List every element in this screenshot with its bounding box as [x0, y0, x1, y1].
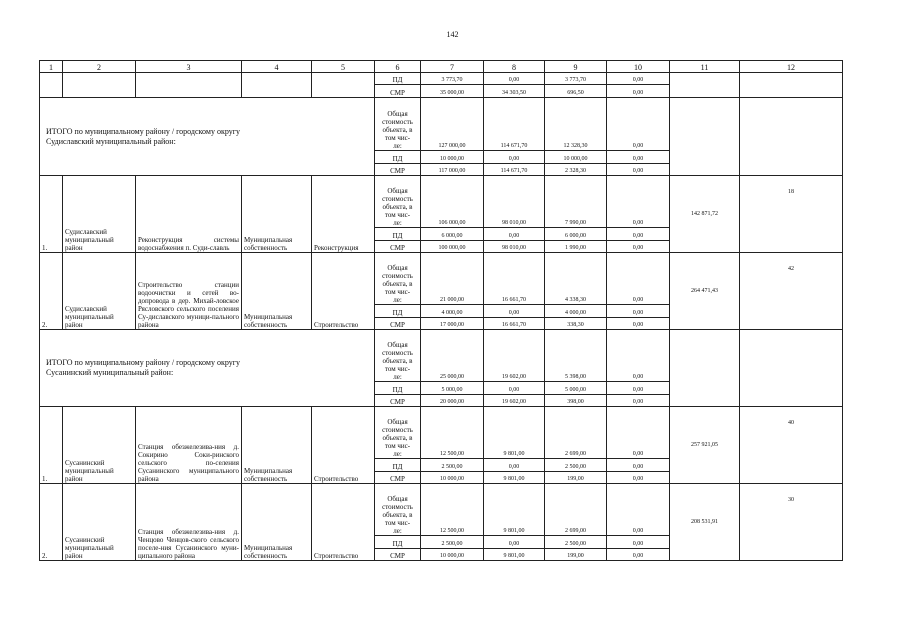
value-cell: 7 990,00: [545, 176, 607, 228]
value-cell: 98 010,00: [484, 176, 545, 228]
value-cell: 4 338,30: [545, 253, 607, 305]
total-row: [40, 98, 843, 151]
value-cell: 12 500,00: [421, 484, 484, 536]
capacity-value: 40: [740, 407, 843, 484]
column-header: 4: [242, 61, 312, 73]
column-header: 7: [421, 61, 484, 73]
capacity-value: 42: [740, 253, 843, 330]
item-number: 1.: [40, 407, 63, 484]
value-cell: 10 000,00: [421, 549, 484, 561]
value-cell: 21 000,00: [421, 253, 484, 305]
value-cell: 0,00: [607, 305, 670, 318]
value-cell: 0,00: [484, 151, 545, 164]
value-cell: 2 500,00: [545, 459, 607, 472]
value-cell: 2 500,00: [421, 536, 484, 549]
value-cell: 9 801,00: [484, 484, 545, 536]
value-cell: 16 661,70: [484, 318, 545, 330]
row-label: СМР: [375, 549, 421, 561]
value-cell: 0,00: [607, 176, 670, 228]
value-cell: 0,00: [484, 73, 545, 85]
column-header: 3: [136, 61, 242, 73]
row-label: СМР: [375, 318, 421, 330]
value-cell: 34 303,50: [484, 85, 545, 98]
row-label: ПД: [375, 382, 421, 395]
value-cell: 3 773,70: [421, 73, 484, 85]
value-cell: 19 602,00: [484, 395, 545, 407]
value-cell: 0,00: [607, 98, 670, 151]
row-label: Общая стоимость объекта, в том чис- ле:: [375, 407, 421, 459]
value-cell: 2 500,00: [545, 536, 607, 549]
value-cell: 0,00: [484, 382, 545, 395]
object-name: Строительство станции водоочистки и сетей во-допровода в дер. Михай-ловское Рясловского сельского поселения Су-диславского муници-пального района: [136, 253, 242, 330]
value-cell: 2 699,00: [545, 407, 607, 459]
row-label: Общая стоимость объекта, в том чис- ле:: [375, 330, 421, 382]
capacity-cost: 142 871,72: [670, 176, 740, 253]
row-label: Общая стоимость объекта, в том чис- ле:: [375, 484, 421, 536]
value-cell: 10 000,00: [421, 151, 484, 164]
investment-table: [39, 60, 843, 561]
value-cell: 0,00: [607, 549, 670, 561]
value-cell: 1 990,00: [545, 241, 607, 253]
value-cell: 338,30: [545, 318, 607, 330]
capacity-value: 18: [740, 176, 843, 253]
value-cell: 0,00: [484, 459, 545, 472]
value-cell: 0,00: [607, 228, 670, 241]
value-cell: 0,00: [607, 459, 670, 472]
value-cell: 0,00: [607, 536, 670, 549]
column-header: 8: [484, 61, 545, 73]
row-label: ПД: [375, 73, 421, 85]
capacity-value: 30: [740, 484, 843, 561]
value-cell: 0,00: [607, 164, 670, 176]
row-label: СМР: [375, 472, 421, 484]
item-number: 2.: [40, 484, 63, 561]
object-row: [40, 176, 843, 228]
row-label: Общая стоимость объекта, в том чис- ле:: [375, 253, 421, 305]
value-cell: 3 773,70: [545, 73, 607, 85]
column-header: 6: [375, 61, 421, 73]
capacity-cost: 208 531,91: [670, 484, 740, 561]
item-number: 1.: [40, 176, 63, 253]
district-total-title: ИТОГО по муниципальному району / городскому округу Сусанинский муниципальный район:: [40, 330, 375, 407]
column-header: 9: [545, 61, 607, 73]
column-header: 5: [312, 61, 375, 73]
row-label: ПД: [375, 151, 421, 164]
ownership: Муниципальная собственность: [242, 407, 312, 484]
value-cell: 9 801,00: [484, 549, 545, 561]
column-header: 1: [40, 61, 63, 73]
ownership: Муниципальная собственность: [242, 484, 312, 561]
value-cell: 114 671,70: [484, 164, 545, 176]
value-cell: 2 500,00: [421, 459, 484, 472]
value-cell: 0,00: [484, 305, 545, 318]
header-row: [40, 61, 843, 73]
table-row: [40, 73, 843, 85]
total-row: [40, 330, 843, 382]
object-name: Станция обезжелезива-ния д. Ченцово Ченцов-ского сельского поселе-ния Сусанинского муни-ципального района: [136, 484, 242, 561]
district-name: Судиславский муниципальный район: [63, 176, 136, 253]
row-label: ПД: [375, 536, 421, 549]
value-cell: 35 000,00: [421, 85, 484, 98]
ownership: Муниципальная собственность: [242, 176, 312, 253]
value-cell: 0,00: [607, 330, 670, 382]
object-row: [40, 253, 843, 305]
value-cell: 4 000,00: [421, 305, 484, 318]
page-number: 142: [446, 30, 459, 39]
row-label: СМР: [375, 241, 421, 253]
object-name: Станция обезжелезива-ния д. Сокирино Соки-ринского сельского по-селения Сусанинского муниципального района: [136, 407, 242, 484]
district-name: Судиславский муниципальный район: [63, 253, 136, 330]
value-cell: 0,00: [607, 318, 670, 330]
value-cell: 17 000,00: [421, 318, 484, 330]
value-cell: 127 000,00: [421, 98, 484, 151]
ownership: Муниципальная собственность: [242, 253, 312, 330]
value-cell: 10 000,00: [545, 151, 607, 164]
row-label: ПД: [375, 459, 421, 472]
object-name: Реконструкция системы водоснабжения п. Суди-славль: [136, 176, 242, 253]
value-cell: 6 000,00: [421, 228, 484, 241]
value-cell: 117 000,00: [421, 164, 484, 176]
row-label: СМР: [375, 85, 421, 98]
value-cell: 16 661,70: [484, 253, 545, 305]
value-cell: 6 000,00: [545, 228, 607, 241]
row-label: Общая стоимость объекта, в том чис- ле:: [375, 176, 421, 228]
column-header: 2: [63, 61, 136, 73]
value-cell: 0,00: [607, 395, 670, 407]
value-cell: 114 671,70: [484, 98, 545, 151]
item-number: 2.: [40, 253, 63, 330]
row-label: СМР: [375, 395, 421, 407]
value-cell: 5 000,00: [545, 382, 607, 395]
value-cell: 12 500,00: [421, 407, 484, 459]
value-cell: 0,00: [607, 85, 670, 98]
value-cell: 20 000,00: [421, 395, 484, 407]
object-row: [40, 484, 843, 536]
capacity-cost: 264 471,43: [670, 253, 740, 330]
value-cell: 9 801,00: [484, 472, 545, 484]
value-cell: 12 328,30: [545, 98, 607, 151]
value-cell: 0,00: [484, 228, 545, 241]
column-header: 10: [607, 61, 670, 73]
row-label: ПД: [375, 228, 421, 241]
work-type: Строительство: [312, 407, 375, 484]
value-cell: 98 010,00: [484, 241, 545, 253]
value-cell: 0,00: [607, 382, 670, 395]
value-cell: 106 000,00: [421, 176, 484, 228]
column-header: 11: [670, 61, 740, 73]
value-cell: 0,00: [607, 484, 670, 536]
value-cell: 0,00: [607, 407, 670, 459]
value-cell: 0,00: [607, 151, 670, 164]
work-type: Реконструкция: [312, 176, 375, 253]
value-cell: 10 000,00: [421, 472, 484, 484]
value-cell: 0,00: [607, 472, 670, 484]
district-total-title: ИТОГО по муниципальному району / городскому округу Судиславский муниципальный район:: [40, 98, 375, 176]
value-cell: 2 699,00: [545, 484, 607, 536]
value-cell: 5 398,00: [545, 330, 607, 382]
value-cell: 199,00: [545, 472, 607, 484]
work-type: Строительство: [312, 484, 375, 561]
value-cell: 19 602,00: [484, 330, 545, 382]
row-label: ПД: [375, 305, 421, 318]
value-cell: 9 801,00: [484, 407, 545, 459]
value-cell: 0,00: [607, 73, 670, 85]
value-cell: 0,00: [607, 253, 670, 305]
value-cell: 199,00: [545, 549, 607, 561]
value-cell: 398,00: [545, 395, 607, 407]
value-cell: 25 000,00: [421, 330, 484, 382]
column-header: 12: [740, 61, 843, 73]
value-cell: 696,50: [545, 85, 607, 98]
row-label: Общая стоимость объекта, в том чис- ле:: [375, 98, 421, 151]
value-cell: 2 328,30: [545, 164, 607, 176]
value-cell: 4 000,00: [545, 305, 607, 318]
district-name: Сусанинский муниципальный район: [63, 484, 136, 561]
object-row: [40, 407, 843, 459]
district-name: Сусанинский муниципальный район: [63, 407, 136, 484]
value-cell: 100 000,00: [421, 241, 484, 253]
work-type: Строительство: [312, 253, 375, 330]
value-cell: 0,00: [484, 536, 545, 549]
row-label: СМР: [375, 164, 421, 176]
value-cell: 5 000,00: [421, 382, 484, 395]
capacity-cost: 257 921,05: [670, 407, 740, 484]
value-cell: 0,00: [607, 241, 670, 253]
